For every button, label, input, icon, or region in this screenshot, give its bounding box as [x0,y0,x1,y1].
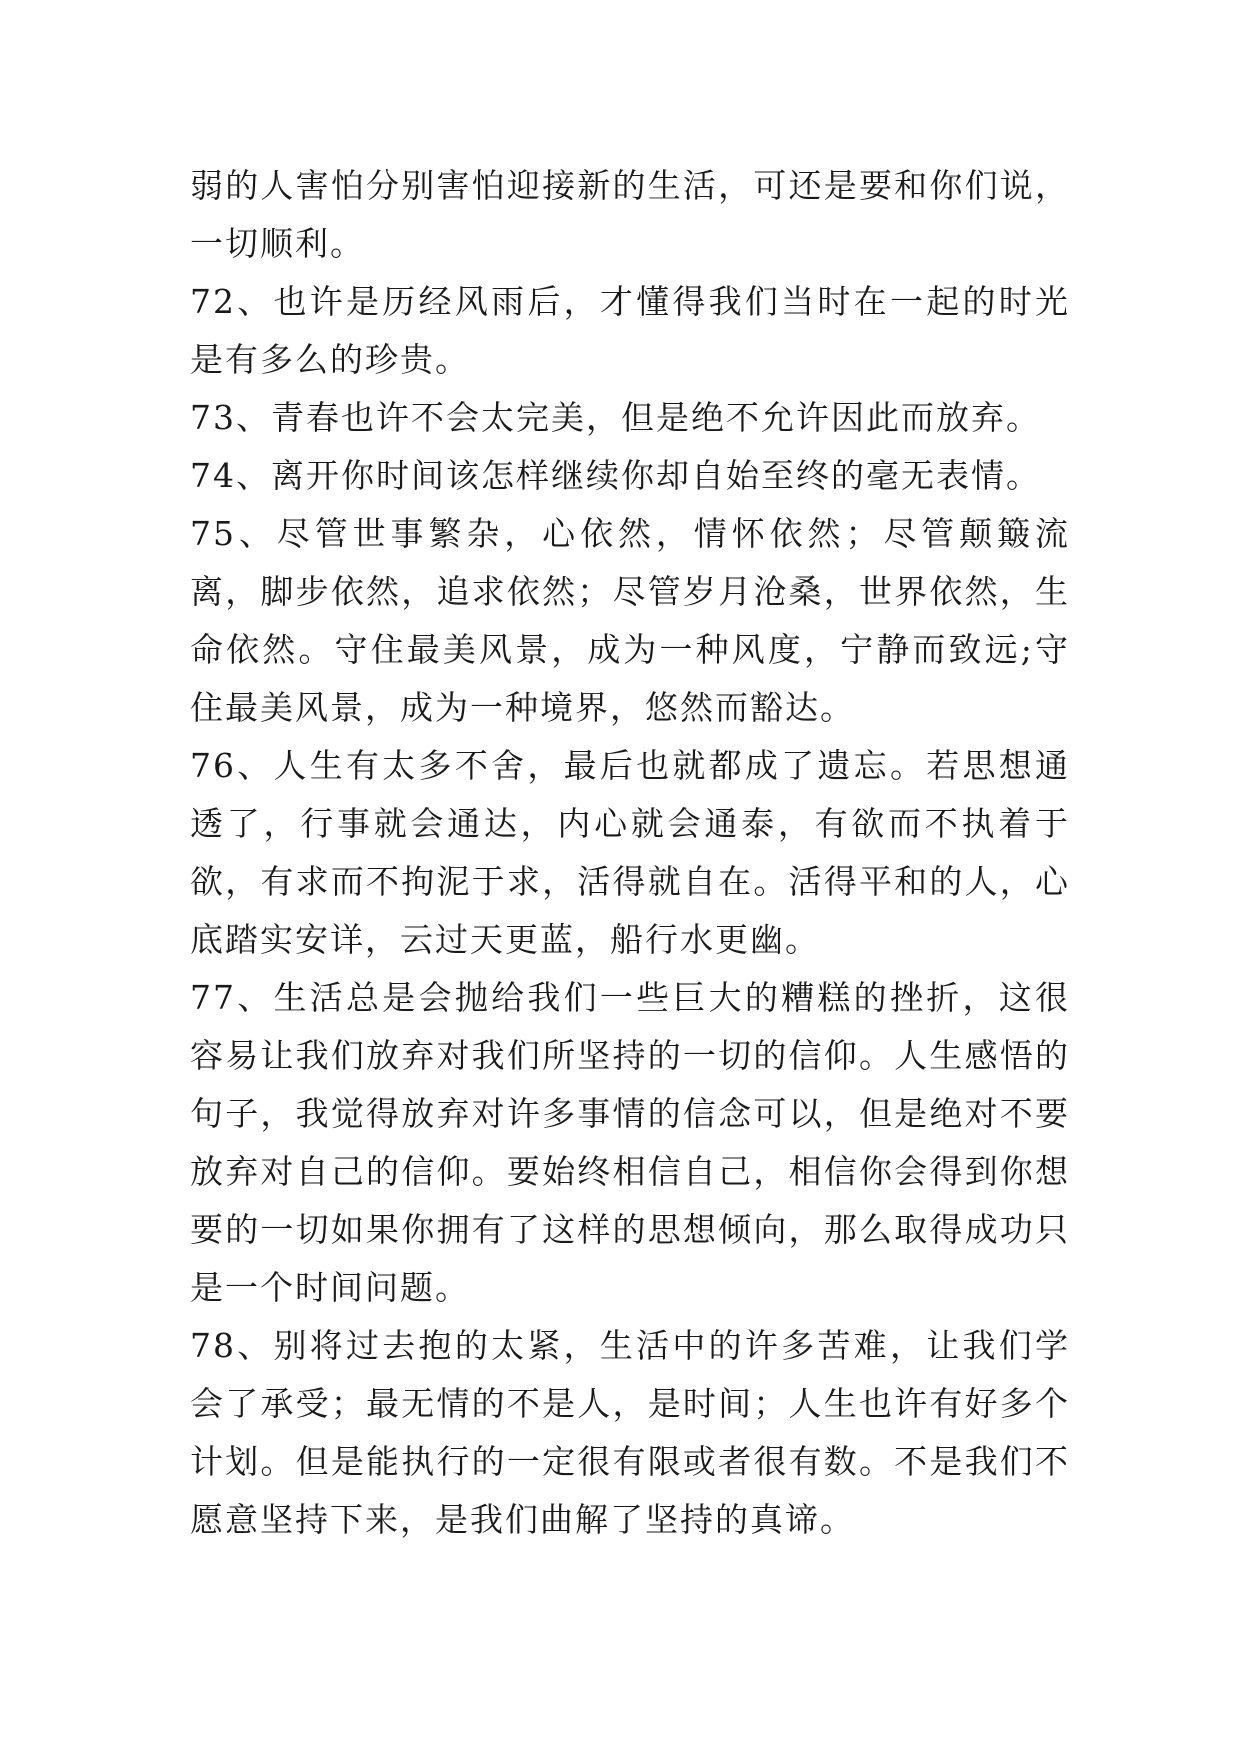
paragraph-continuation: 弱的人害怕分别害怕迎接新的生活，可还是要和你们说，一切顺利。 [190,166,1070,263]
paragraph-74: 74、离开你时间该怎样继续你却自始至终的毫无表情。 [190,456,1041,495]
paragraph-75: 75、尽管世事繁杂，心依然，情怀依然；尽管颠簸流离，脚步依然，追求依然；尽管岁月沧桑，世界依然，生命依然。守住最美风景，成为一种风度，宁静而致远;守住最美风景，成为一种境界，悠然而豁达。 [190,514,1070,727]
paragraph-76: 76、人生有太多不舍，最后也就都成了遗忘。若思想通透了，行事就会通达，内心就会通泰，有欲而不执着于欲，有求而不拘泥于求，活得就自在。活得平和的人，心底踏实安详，云过天更蓝，船行水更幽。 [190,746,1070,959]
paragraph-73: 73、青春也许不会太完美，但是绝不允许因此而放弃。 [190,398,1041,437]
paragraph-78: 78、别将过去抱的太紧，生活中的许多苦难，让我们学会了承受；最无情的不是人，是时间；人生也许有好多个计划。但是能执行的一定很有限或者很有数。不是我们不愿意坚持下来，是我们曲解了坚持的真谛。 [190,1326,1070,1539]
paragraph-77: 77、生活总是会抛给我们一些巨大的糟糕的挫折，这很容易让我们放弃对我们所坚持的一切的信仰。人生感悟的句子，我觉得放弃对许多事情的信念可以，但是绝对不要放弃对自己的信仰。要始终相信自己，相信你会得到你想要的一切如果你拥有了这样的思想倾向，那么取得成功只是一个时间问题。 [190,978,1070,1307]
paragraph-72: 72、也许是历经风雨后，才懂得我们当时在一起的时光是有多么的珍贵。 [190,282,1070,379]
document-body [190,157,1070,1549]
